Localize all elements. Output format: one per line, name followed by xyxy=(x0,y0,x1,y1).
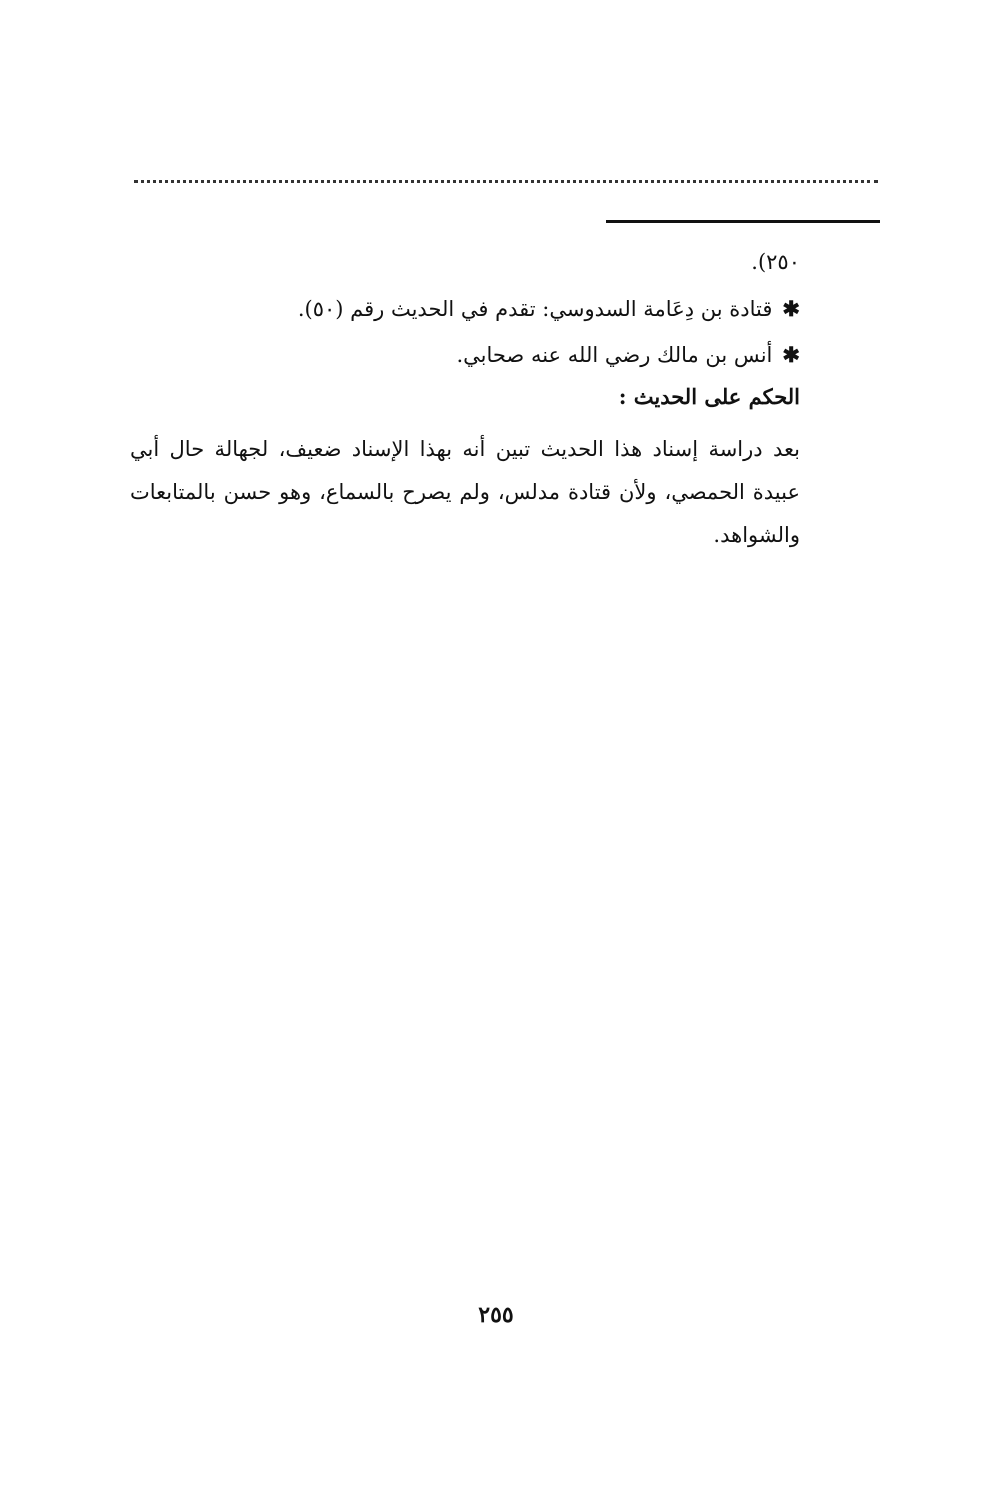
narrator-text: قتادة بن دِعَامة السدوسي: تقدم في الحديث رقم (٥٠). xyxy=(297,297,773,321)
asterisk-icon: ✱ xyxy=(782,296,800,321)
footnote-rule xyxy=(606,220,880,223)
narrator-text: أنس بن مالك رضي الله عنه صحابي. xyxy=(456,343,773,367)
dotted-separator xyxy=(134,180,878,183)
narrator-item-qatada xyxy=(298,296,800,321)
narrator-item-anas xyxy=(456,342,800,367)
ruling-paragraph: بعد دراسة إسناد هذا الحديث تبين أنه بهذا الإسناد ضعيف، لجهالة حال أبي عبيدة الحمصي، ولأن قتادة مدلس، ولم يصرح بالسماع، وهو حسن بالمتابعات والشواهد. xyxy=(130,437,800,547)
ruling-heading: الحكم على الحديث : xyxy=(618,384,800,409)
reference-continuation: ٢٥٠). xyxy=(751,250,800,274)
page-number: ٢٥٥ xyxy=(478,1302,514,1328)
asterisk-icon: ✱ xyxy=(782,342,800,367)
